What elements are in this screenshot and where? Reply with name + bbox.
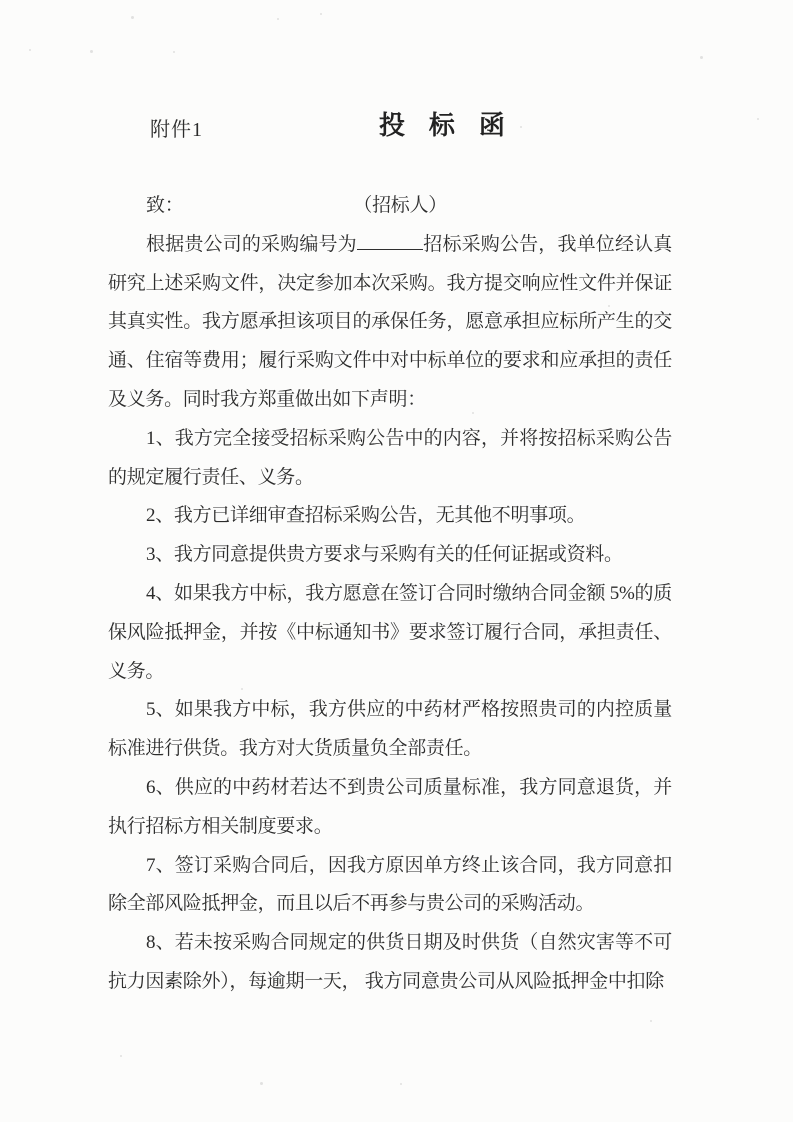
attachment-label: 附件1 xyxy=(150,119,203,141)
opening-paragraph xyxy=(108,226,672,420)
declaration-item-3: 3、我方同意提供贵方要求与采购有关的任何证据或资料。 xyxy=(146,544,623,566)
declaration-item-4: 4、如果我方中标，我方愿意在签订合同时缴纳合同金额 5%的质保风险抵押金，并按《中标通知书》要求签订履行合同，承担责任、义务。 xyxy=(108,582,672,682)
scan-speck xyxy=(608,305,610,307)
declaration-item-8: 8、若未按采购合同规定的供货日期及时供货（自然灾害等不可抗力因素除外），每逾期一天， 我方同意贵公司从风险抵押金中扣除 xyxy=(108,932,672,992)
scan-speck xyxy=(400,1083,402,1085)
declaration-item-1: 1、我方完全接受招标采购公告中的内容，并将按招标采购公告的规定履行责任、义务。 xyxy=(108,427,672,488)
salutation-line xyxy=(108,187,672,226)
declaration-item-2: 2、我方已详细审查招标采购公告，无其他不明事项。 xyxy=(146,505,586,527)
declaration-item-5: 5、如果我方中标，我方供应的中药材严格按照贵司的内控质量标准进行供货。我方对大货质量负全部责任。 xyxy=(108,699,672,760)
scan-speck xyxy=(700,56,703,59)
salutation-to: 致： xyxy=(146,195,184,216)
scan-speck xyxy=(277,18,279,20)
scan-speck xyxy=(120,1055,122,1057)
scan-speck xyxy=(29,49,31,51)
scan-speck xyxy=(241,688,243,690)
scan-speck xyxy=(90,50,93,53)
declaration-item-6: 6、供应的中药材若达不到贵公司质量标准，我方同意退货，并执行招标方相关制度要求。 xyxy=(108,776,672,837)
recipient-hint: （招标人） xyxy=(353,195,447,216)
scan-speck xyxy=(472,412,474,414)
scan-speck xyxy=(650,1020,652,1022)
opening-text-before: 根据贵公司的采购编号为 xyxy=(146,233,357,255)
scan-speck xyxy=(320,13,322,15)
procurement-number-blank-field xyxy=(357,248,423,250)
declaration-item-7: 7、签订采购合同后，因我方原因单方终止该合同，我方同意扣除全部风险抵押金，而且以后不再参与贵公司的采购活动。 xyxy=(108,854,672,915)
document-body xyxy=(108,187,672,1002)
opening-text-after: 招标采购公告，我单位经认真研究上述采购文件，决定参加本次采购。我方提交响应性文件并保证其真实性。我方愿承担该项目的承保任务，愿意承担应标所产生的交通、住宿等费用；履行采购文件中对中标单位的要求和应承担的责任及义务。同时我方郑重做出如下声明： xyxy=(108,233,673,410)
scan-speck xyxy=(532,862,534,864)
scan-speck xyxy=(131,16,134,19)
document-title: 投标函 xyxy=(379,111,529,140)
scan-speck xyxy=(757,118,759,120)
scan-speck xyxy=(520,126,522,128)
scan-speck xyxy=(173,51,175,53)
scan-speck xyxy=(260,1082,263,1085)
